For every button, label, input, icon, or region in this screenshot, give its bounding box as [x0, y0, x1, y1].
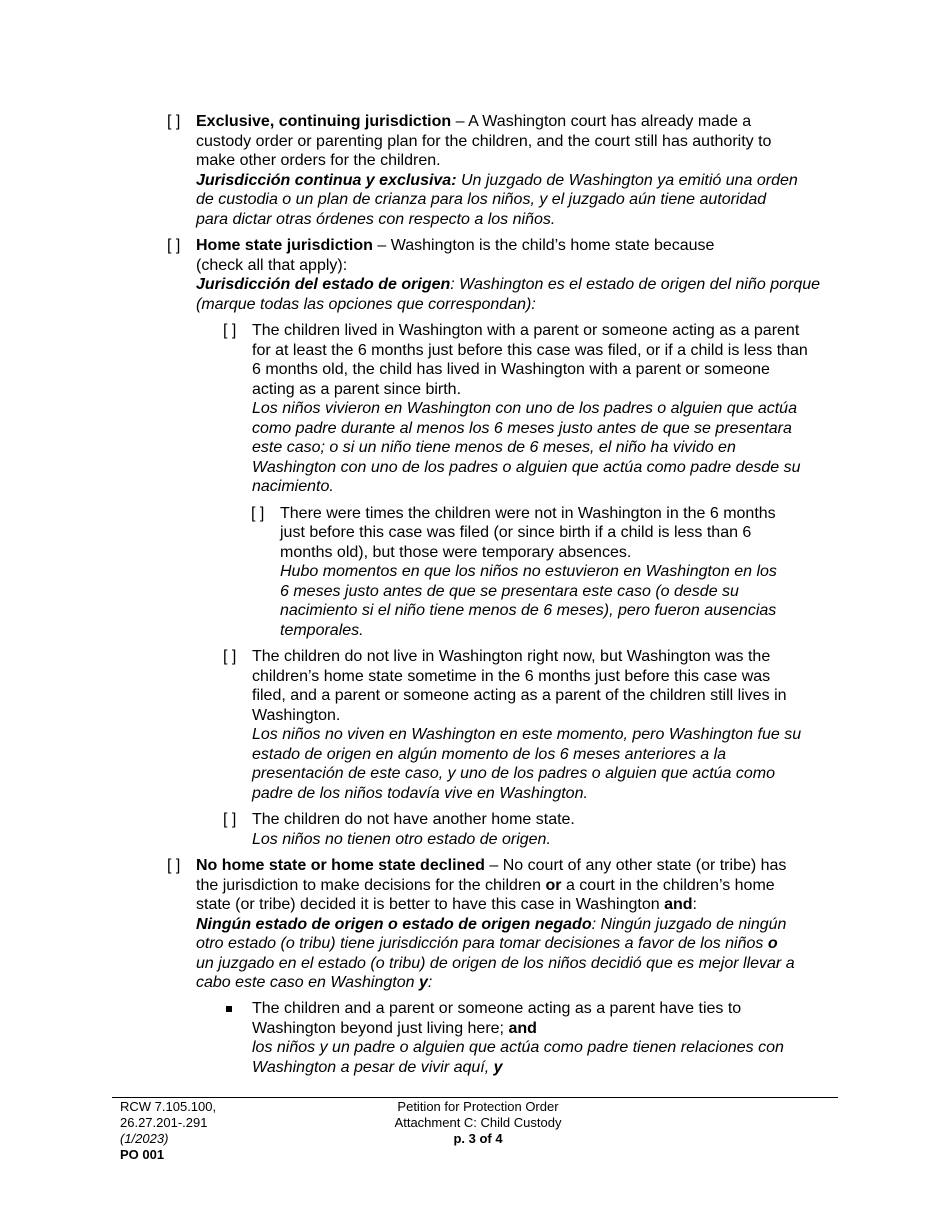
text-line [252, 1019, 537, 1039]
text-line: estado de origen en algún momento de los 6 meses anteriores a la [252, 746, 727, 763]
text-line: para dictar otras órdenes con respecto a los niños. [196, 211, 556, 228]
text: : [692, 896, 697, 913]
heading: Jurisdicción continua y exclusiva: [196, 172, 457, 189]
text-line: de custodia o un plan de crianza para los niños, y el juzgado aún tiene autoridad [196, 191, 767, 208]
text-line: The children do not live in Washington right now, but Washington was the [252, 648, 771, 665]
text-line: The children lived in Washington with a parent or someone acting as a parent [252, 322, 800, 339]
text-line: como padre durante al menos los 6 meses justo antes de que se presentara [252, 420, 792, 437]
text: Washington beyond just living here; [252, 1020, 509, 1037]
text-line: 6 months old, the child has lived in Washington with a parent or someone [252, 361, 770, 378]
text-line: filed, and a parent or someone acting as a parent of the children still lives in [252, 687, 787, 704]
text-line: nacimiento. [252, 478, 334, 495]
checkbox-children-lived-in-washington[interactable]: [ ] [223, 322, 237, 339]
checkbox-no-home-state[interactable]: [ ] [167, 857, 181, 874]
text-line: presentación de este caso, y uno de los padres o alguien que actúa como [252, 765, 776, 782]
text-line: The children and a parent or someone acting as a parent have ties to [252, 1000, 742, 1017]
text-bold: and [664, 896, 693, 913]
text-line: Los niños no viven en Washington en este momento, pero Washington fue su [252, 726, 802, 743]
footer-statute-cont: 26.27.201-.291 [120, 1115, 208, 1130]
text-line: un juzgado en el estado (o tribu) de origen de los niños decidió que es mejor llevar a [196, 955, 795, 972]
text: – A Washington court has already made a [451, 113, 752, 130]
checkbox-home-state-jurisdiction[interactable]: [ ] [167, 237, 181, 254]
text-line [196, 915, 786, 935]
checkbox-exclusive-jurisdiction[interactable]: [ ] [167, 113, 181, 130]
text-line: 6 meses justo antes de que se presentara este caso (o desde su [280, 583, 739, 600]
text-line [196, 876, 775, 896]
heading: Jurisdicción del estado de origen [196, 276, 451, 293]
text-line [252, 1058, 503, 1078]
text-line: Los niños vivieron en Washington con uno de los padres o alguien que actúa [252, 400, 797, 417]
heading: No home state or home state declined [196, 857, 485, 874]
text-line [196, 934, 778, 954]
heading: Ningún estado de origen o estado de origen negado [196, 916, 592, 933]
text-line: Washington con uno de los padres o alguien que actúa como padre desde su [252, 459, 801, 476]
footer-form-number: PO 001 [120, 1147, 165, 1162]
text-line: temporales. [280, 622, 364, 639]
text-line: acting as a parent since birth. [252, 381, 462, 398]
text-line: Los niños no tienen otro estado de origen. [252, 831, 551, 848]
text-bold: and [508, 1020, 537, 1037]
text-line [196, 895, 697, 915]
text: Washington a pesar de vivir aquí, [252, 1059, 494, 1076]
footer-statute: RCW 7.105.100, [120, 1099, 217, 1114]
text-bold: or [545, 877, 562, 894]
text: : Washington es el estado de origen del niño porque [450, 276, 821, 293]
text-line: este caso; o si un niño tiene menos de 6 meses, el niño ha vivido en [252, 439, 736, 456]
text-bold: o [767, 935, 778, 952]
text-line: nacimiento si el niño tiene menos de 6 meses), pero fueron ausencias [280, 602, 777, 619]
text-line: just before this case was filed (or since birth if a child is less than 6 [280, 524, 752, 541]
text-line: padre de los niños todavía vive en Washington. [252, 785, 588, 802]
footer-revision-date: (1/2023) [120, 1131, 169, 1146]
checkbox-temporary-absences[interactable]: [ ] [251, 505, 265, 522]
text-bold: y [493, 1059, 503, 1076]
text-line: Washington. [252, 707, 341, 724]
footer-page-number: p. 3 of 4 [453, 1131, 503, 1146]
text-line: custody order or parenting plan for the children, and the court still has authority to [196, 133, 772, 150]
footer-form-title: Petition for Protection Order [397, 1099, 559, 1114]
text-line [196, 973, 432, 993]
text-line: There were times the children were not in Washington in the 6 months [280, 505, 776, 522]
text: otro estado (o tribu) tiene jurisdicción para tomar decisiones a favor de los niños [196, 935, 768, 952]
checkbox-previous-home-state[interactable]: [ ] [223, 648, 237, 665]
text-line: children’s home state sometime in the 6 months just before this case was [252, 668, 771, 685]
square-bullet-icon [226, 1006, 232, 1012]
text: – No court of any other state (or tribe) has [484, 857, 787, 874]
text-line: (marque todas las opciones que correspondan): [196, 296, 536, 313]
footer-attachment-title: Attachment C: Child Custody [394, 1115, 562, 1130]
text: cabo este caso en Washington [196, 974, 419, 991]
text: : [427, 974, 433, 991]
text-line: make other orders for the children. [196, 152, 441, 169]
text-line [196, 112, 751, 132]
checkbox-no-other-home-state[interactable]: [ ] [223, 811, 237, 828]
text-line: los niños y un padre o alguien que actúa como padre tienen relaciones con [252, 1039, 784, 1056]
text-line [196, 856, 786, 876]
text-line: Hubo momentos en que los niños no estuvieron en Washington en los [280, 563, 777, 580]
text-line: (check all that apply): [196, 257, 348, 274]
text: – Washington is the child’s home state because [372, 237, 715, 254]
text-line [196, 236, 714, 256]
heading: Exclusive, continuing jurisdiction [196, 113, 452, 130]
footer-divider [112, 1097, 838, 1098]
text: : Ningún juzgado de ningún [591, 916, 787, 933]
text-line [196, 171, 798, 191]
text: a court in the children’s home [561, 877, 775, 894]
text-line [196, 275, 820, 295]
text-bold: y [418, 974, 428, 991]
text-line: The children do not have another home state. [252, 811, 575, 828]
text: Un juzgado de Washington ya emitió una orden [456, 172, 798, 189]
text: the jurisdiction to make decisions for the children [196, 877, 546, 894]
text-line: months old), but those were temporary absences. [280, 544, 632, 561]
text: state (or tribe) decided it is better to have this case in Washington [196, 896, 665, 913]
heading: Home state jurisdiction [196, 237, 373, 254]
text-line: for at least the 6 months just before this case was filed, or if a child is less than [252, 342, 808, 359]
